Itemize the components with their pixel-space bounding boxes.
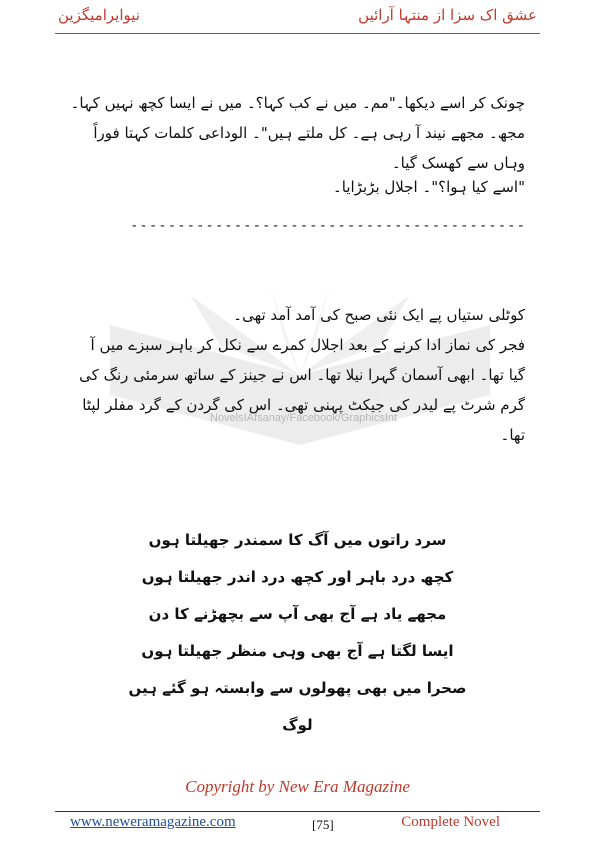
poem-line: صحرا میں بھی پھولوں سے وابستہ ہو گئے ہیں لوگ — [128, 679, 467, 734]
complete-novel-label: Complete Novel — [401, 814, 500, 830]
page-number: [75] — [312, 817, 334, 832]
paragraph-1: چونک کر اسے دیکھا۔"مم۔ میں نے کب کہا؟۔ میں نے ایسا کچھ نہیں کہا۔ مجھ۔ مجھے نیند آ رہی ہے۔ کل ملتے ہیں"۔ الوداعی کلمات کہتا فوراً وہاں سے کھسک گیا۔ — [70, 94, 525, 172]
poem-line: ایسا لگتا ہے آج بھی وہی منظر جھیلتا ہوں — [141, 642, 454, 660]
novel-title: عشق اک سزا از منتہا آرائیں — [358, 6, 537, 24]
paragraph-3: کوٹلی ستیاں پے ایک نئی صبح کی آمد آمد تھی۔ — [233, 306, 525, 324]
poem-line: مجھے یاد ہے آج بھی آپ سے بچھڑنے کا دن — [148, 605, 447, 623]
poem — [120, 522, 475, 734]
paragraph-4: فجر کی نماز ادا کرنے کے بعد اجلال کمرے سے نکل کر باہر سبزے میں آ گیا تھا۔ ابھی آسمان گہرا نیلا تھا۔ اس نے جینز کے ساتھ سرمئی رنگ کی گرم شرٹ پے لیدر کی جیکٹ پہنی تھی۔ اس کی گردن کے گرد مفلر لپٹا تھا۔ — [79, 336, 525, 444]
website-link[interactable]: www.neweramagazine.com — [70, 814, 236, 830]
poem-line: سرد راتوں میں آگ کا سمندر جھیلتا ہوں — [148, 531, 447, 549]
poem-line: کچھ درد باہر اور کچھ درد اندر جھیلتا ہوں — [141, 568, 454, 586]
section-divider: ------------------------------------------ — [130, 218, 527, 234]
footer-divider — [55, 811, 540, 812]
paragraph-2: "اسے کیا ہوا؟"۔ اجلال بڑبڑایا۔ — [333, 178, 525, 196]
watermark-text: NovelsIAfsanay/Facebook/GraphicsInt — [210, 412, 398, 424]
magazine-name: نیوایرامیگزین — [58, 6, 140, 24]
copyright-notice: Copyright by New Era Magazine — [185, 777, 410, 796]
header-divider — [55, 33, 540, 34]
